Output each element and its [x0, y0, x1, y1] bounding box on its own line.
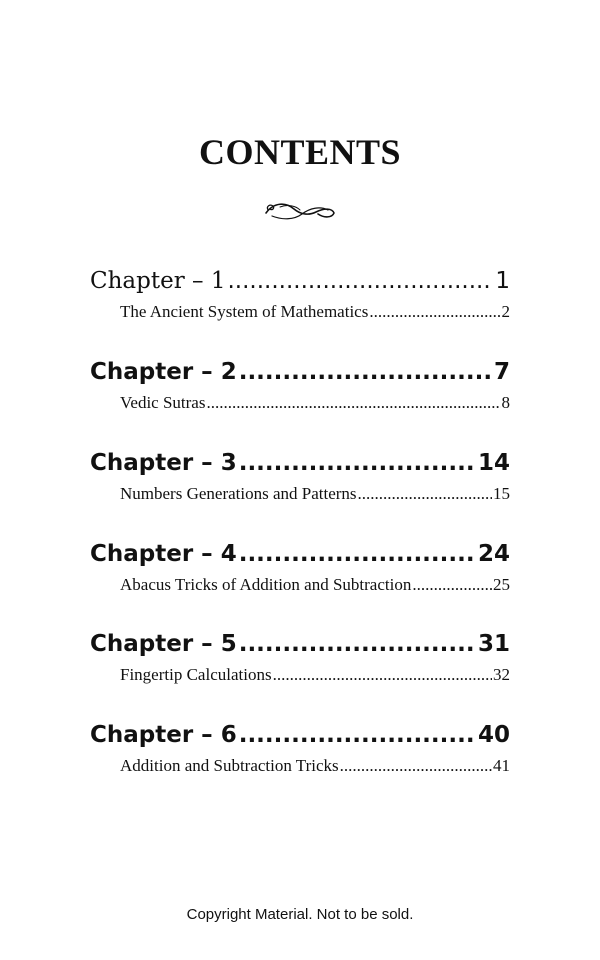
toc-entry-chapter-3 — [90, 448, 510, 506]
toc-entry-chapter-4 — [90, 539, 510, 597]
topic-row[interactable] — [120, 391, 510, 415]
dot-leader — [239, 539, 476, 569]
chapter-label: Chapter – 5 — [90, 631, 237, 657]
dot-leader — [227, 266, 493, 296]
dot-leader — [239, 720, 476, 750]
chapter-page-number: 14 — [477, 450, 510, 476]
toc-entry-chapter-6 — [90, 720, 510, 778]
flourish-ornament-icon — [262, 196, 338, 226]
chapter-label: Chapter – 4 — [90, 541, 237, 567]
topic-row[interactable] — [120, 300, 510, 324]
chapter-row[interactable] — [90, 357, 510, 387]
chapter-row[interactable] — [90, 539, 510, 569]
chapter-page-number: 7 — [493, 359, 510, 385]
dot-leader — [412, 573, 492, 597]
chapter-page-number: 31 — [477, 631, 510, 657]
dot-leader — [239, 448, 476, 478]
chapter-row[interactable] — [90, 720, 510, 750]
dot-leader — [239, 629, 476, 659]
dot-leader — [273, 663, 492, 687]
toc-entry-chapter-1 — [90, 266, 510, 324]
topic-label: Addition and Subtraction Tricks — [120, 756, 339, 775]
topic-row[interactable] — [120, 663, 510, 687]
dot-leader — [358, 482, 492, 506]
chapter-page-number: 24 — [477, 541, 510, 567]
chapter-row[interactable] — [90, 266, 510, 296]
topic-row[interactable] — [120, 482, 510, 506]
topic-label: The Ancient System of Mathematics — [120, 302, 369, 321]
dot-leader — [239, 357, 492, 387]
toc-entry-chapter-5 — [90, 629, 510, 687]
toc-entry-chapter-2 — [90, 357, 510, 415]
dot-leader — [369, 300, 500, 324]
chapter-label: Chapter – 6 — [90, 722, 237, 748]
chapter-label: Chapter – 1 — [90, 268, 226, 294]
copyright-notice: Copyright Material. Not to be sold. — [186, 906, 414, 923]
page-title: CONTENTS — [198, 132, 402, 172]
topic-page-number: 25 — [493, 575, 510, 594]
topic-label: Vedic Sutras — [120, 393, 206, 412]
topic-row[interactable] — [120, 754, 510, 778]
chapter-row[interactable] — [90, 448, 510, 478]
dot-leader — [340, 754, 492, 778]
topic-label: Fingertip Calculations — [120, 665, 272, 684]
chapter-page-number: 40 — [477, 722, 510, 748]
chapter-label: Chapter – 3 — [90, 450, 237, 476]
topic-page-number: 32 — [493, 665, 510, 684]
topic-page-number: 2 — [501, 302, 510, 321]
topic-label: Abacus Tricks of Addition and Subtraction — [120, 575, 412, 594]
chapter-page-number: 1 — [495, 268, 510, 294]
topic-page-number: 15 — [493, 484, 510, 503]
chapter-row[interactable] — [90, 629, 510, 659]
topic-label: Numbers Generations and Patterns — [120, 484, 357, 503]
chapter-label: Chapter – 2 — [90, 359, 237, 385]
dot-leader — [206, 391, 500, 415]
topic-page-number: 8 — [501, 393, 510, 412]
topic-row[interactable] — [120, 573, 510, 597]
topic-page-number: 41 — [493, 756, 510, 775]
